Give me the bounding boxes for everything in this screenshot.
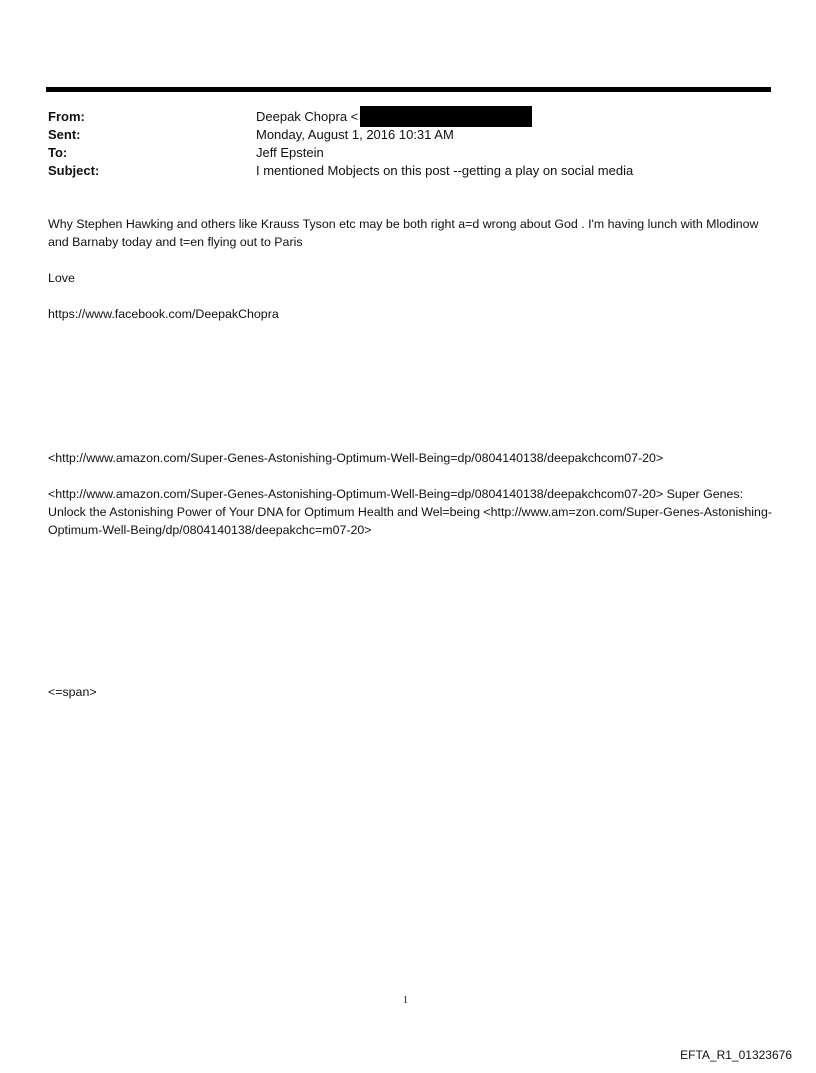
email-header [48,108,768,180]
sent-label: Sent: [48,127,81,142]
span-artifact: <=span> [48,685,97,699]
body-paragraph: Why Stephen Hawking and others like Krauss Tyson etc may be both right a=d wrong about God . I'm having lunch with Mlodinow and Barnaby today and t=en flying out to Paris [48,217,759,249]
from-label: From: [48,109,85,124]
sent-value: Monday, August 1, 2016 10:31 AM [256,127,454,142]
amazon-paragraph[interactable]: <http://www.amazon.com/Super-Genes-Astonishing-Optimum-Well-Being=dp/0804140138/deepakchcom07-20> Super Genes: Unlock the Astonishing Power of Your DNA for Optimum Health and Wel=being <http://www.am=zon.com/Super-Genes-Astonishing-Optimum-Well-Being/dp/0804140138/deepakchc=m07-20> [48,487,772,537]
document-id: EFTA_R1_01323676 [680,1048,792,1062]
to-row [48,144,768,162]
redaction-box [360,106,532,127]
to-label: To: [48,145,68,160]
amazon-link[interactable]: <http://www.amazon.com/Super-Genes-Astonishing-Optimum-Well-Being=dp/0804140138/deepakchcom07-20> [48,451,664,465]
page-number: 1 [403,995,408,1006]
facebook-link[interactable]: https://www.facebook.com/DeepakChopra [48,307,279,321]
header-divider [46,87,771,92]
subject-label: Subject: [48,163,100,178]
subject-row [48,162,768,180]
from-value [256,108,532,127]
sent-row [48,126,768,144]
from-row [48,108,768,126]
to-value: Jeff Epstein [256,145,324,160]
subject-value: I mentioned Mobjects on this post --getting a play on social media [256,163,634,178]
sender-name: Deepak Chopra < [256,109,359,124]
sign-off: Love [48,271,75,285]
